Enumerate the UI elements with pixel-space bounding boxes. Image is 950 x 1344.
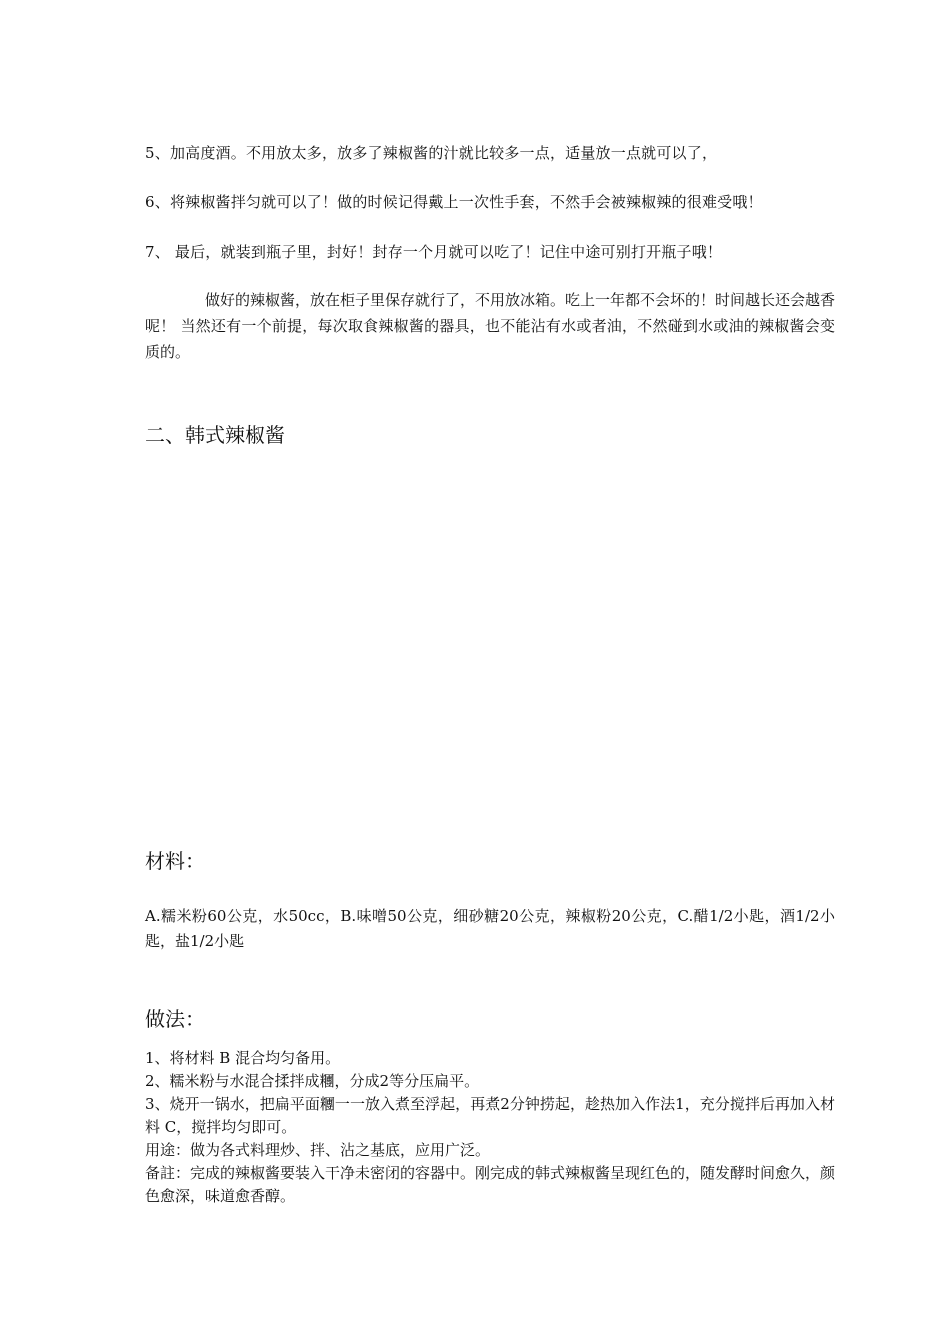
section-title: 二、韩式辣椒酱	[145, 423, 285, 447]
method-heading: 做法：	[145, 1007, 205, 1031]
method-remark: 备註：完成的辣椒酱要装入干净未密闭的容器中。刚完成的韩式辣椒酱呈现红色的，随发酵时间愈久，颜色愈深，味道愈香醇。	[145, 1164, 836, 1205]
step-5: 5、加高度酒。不用放太多，放多了辣椒酱的汁就比较多一点，适量放一点就可以了，	[145, 144, 718, 162]
storage-note-paragraph: 做好的辣椒酱，放在柜子里保存就行了，不用放冰箱。吃上一年都不会坏的！时间越长还会越香呢！ 当然还有一个前提，每次取食辣椒酱的器具，也不能沾有水或者油，不然碰到水或油的辣椒酱会变质的。	[145, 291, 836, 361]
method-step-1: 1、将材料 B 混合均匀备用。	[145, 1049, 341, 1067]
materials-heading: 材料：	[145, 849, 205, 873]
step-7: 7、 最后，就装到瓶子里，封好！封存一个月就可以吃了！记住中途可别打开瓶子哦！	[145, 243, 723, 261]
method-step-2: 2、糯米粉与水混合揉拌成糰，分成2等分压扁平。	[145, 1072, 480, 1090]
method-list	[145, 1047, 835, 1208]
step-6: 6、将辣椒酱拌匀就可以了！做的时候记得戴上一次性手套，不然手会被辣椒辣的很难受哦！	[145, 193, 763, 211]
materials-text: A.糯米粉60公克，水50cc，B.味噌50公克，细砂糖20公克，辣椒粉20公克，C.醋1/2小匙，酒1/2小匙，盐1/2小匙	[145, 907, 835, 950]
method-usage: 用途：做为各式料理炒、拌、沾之基底，应用广泛。	[145, 1141, 491, 1159]
method-step-3: 3、烧开一锅水，把扁平面糰一一放入煮至浮起，再煮2分钟捞起，趁热加入作法1，充分搅拌后再加入材料 C，搅拌均匀即可。	[145, 1095, 835, 1136]
